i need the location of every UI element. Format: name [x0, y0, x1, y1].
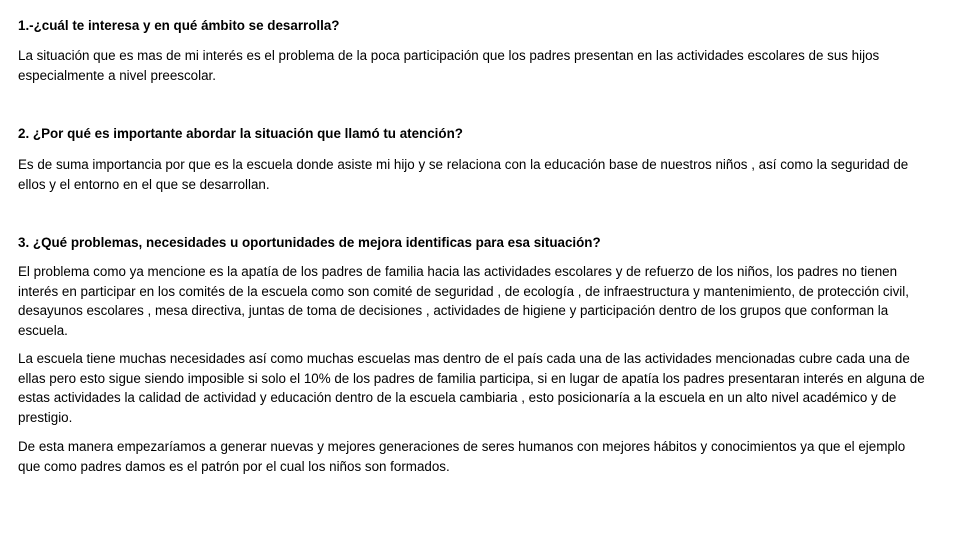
question-3: 3. ¿Qué problemas, necesidades u oportunidades de mejora identificas para esa situación?	[18, 235, 601, 250]
answer-3-paragraph-2: La escuela tiene muchas necesidades así como muchas escuelas mas dentro de el país cada una de las actividades mencionadas cubre cada una de ellas pero esto sigue siendo imposible si solo el 10% de los padres de familia participa, si en lugar de apatía los padres presentaran interés en alguna de estas actividades la calidad de actividad y educación dentro de la escuela cambiaria , esto posicionaría a la escuela en un alto nivel académico y de prestigio.	[18, 351, 925, 425]
document-page	[18, 0, 930, 540]
question-2: 2. ¿Por qué es importante abordar la situación que llamó tu atención?	[18, 126, 463, 141]
answer-1-paragraph-1: La situación que es mas de mi interés es el problema de la poca participación que los padres presentan en las actividades escolares de sus hijos especialmente a nivel preescolar.	[18, 48, 880, 83]
answer-2-paragraph-1: Es de suma importancia por que es la escuela donde asiste mi hijo y se relaciona con la educación base de nuestros niños , así como la seguridad de ellos y el entorno en el que se desarrollan.	[18, 157, 909, 192]
answer-3-paragraph-1: El problema como ya mencione es la apatía de los padres de familia hacia las actividades escolares y de refuerzo de los niños, los padres no tienen interés en participar en los comités de la escuela como son comité de seguridad , de ecología , de infraestructura y mantenimiento, de protección civil, desayunos escolares , mesa directiva, juntas de toma de decisiones , actividades de higiene y participación dentro de los grupos que conforman la escuela.	[18, 264, 909, 338]
question-1: 1.-¿cuál te interesa y en qué ámbito se desarrolla?	[18, 18, 340, 33]
answer-3-paragraph-3: De esta manera empezaríamos a generar nuevas y mejores generaciones de seres humanos con mejores hábitos y conocimientos ya que el ejemplo que como padres damos es el patrón por el cual los niños son formados.	[18, 439, 906, 474]
